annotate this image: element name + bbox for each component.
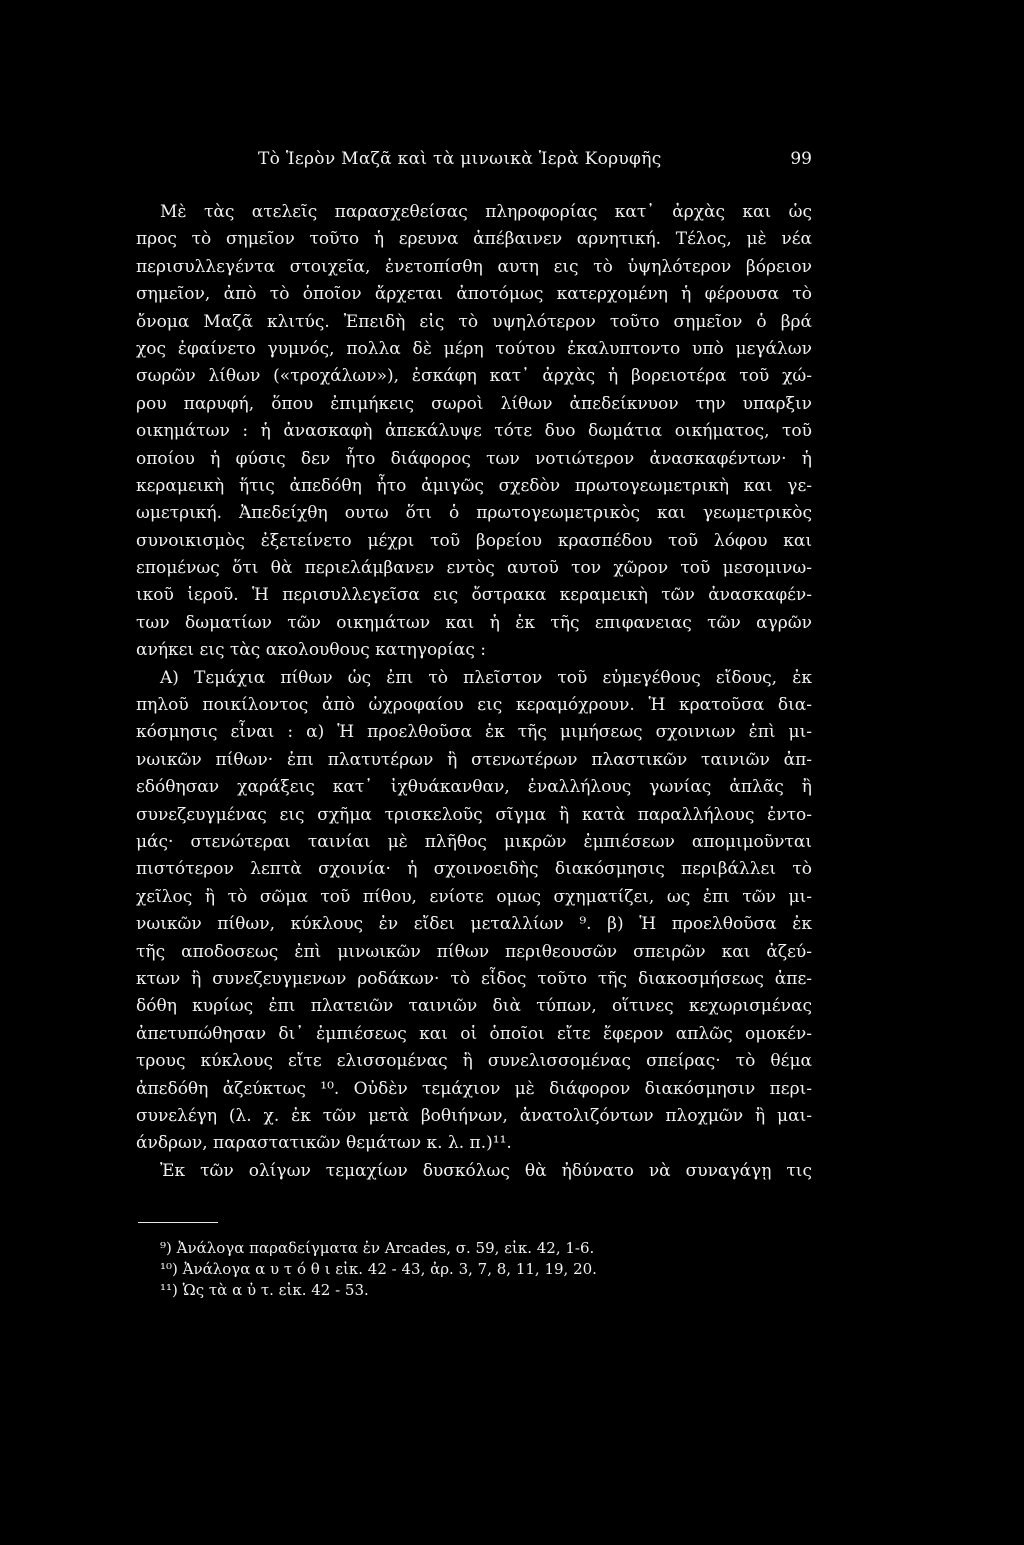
text-line: ωμετρική. Ἀπεδείχθη ουτω ὅτι ὁ πρωτογεωμετρικὸς και γεωμετρικὸς [136, 503, 812, 524]
footnote: ¹⁰) Ἀνάλογα α υ τ ό θ ι εἰκ. 42 - 43, ἀρ. 3, 7, 8, 11, 19, 20. [160, 1260, 597, 1278]
text-line: Ἐκ τῶν ολίγων τεμαχίων δυσκόλως θὰ ἠδύνατο νὰ συναγάγῃ τις [160, 1160, 812, 1181]
text-line: κόσμησις εἶναι : α) Ἡ προελθοῦσα ἐκ τῆς μιμήσεως σχοινιων ἐπὶ μι- [136, 722, 812, 743]
text-line: χος ἐφαίνετο γυμνός, πολλα δὲ μέρη τούτου ἐκαλυπτοντο υπὸ μεγάλων [136, 338, 812, 359]
text-line: οποίου ἡ φύσις δεν ἦτο διάφορος των νοτιώτερον ἀνασκαφέντων· ἡ [136, 448, 812, 469]
text-line: οικημάτων : ἡ ἀνασκαφὴ ἀπεκάλυψε τότε δυο δωμάτια οικήματος, τοῦ [136, 421, 812, 442]
footnotes [160, 1238, 720, 1301]
text-line: πηλοῦ ποικίλοντος ἀπὸ ὠχροφαίου εις κεραμόχρουν. Ἡ κρατοῦσα δια- [136, 695, 812, 716]
text-line: σημεῖον, ἀπὸ τὸ ὁποῖον ἄρχεται ἀποτόμως κατερχομένη ἡ φέρουσα τὸ [136, 284, 812, 305]
text-line: εδόθησαν χαράξεις κατ᾽ ἰχθυάκανθαν, ἐναλλήλους γωνίας ἁπλᾶς ἢ [136, 777, 812, 798]
text-line: ὄνομα Μαζᾶ κλιτύς. Ἐπειδὴ εἰς τὸ υψηλότερον τοῦτο σημεῖον ὁ βρά [136, 311, 812, 332]
text-line: περισυλλεγέντα στοιχεῖα, ἐνετοπίσθη αυτη εις τὸ ὑψηλότερον βόρειον [136, 256, 812, 277]
text-line: ἀπετυπώθησαν δι᾽ ἐμπιέσεως και οἱ ὁποῖοι εἴτε ἔφερον απλῶς ομοκέν- [136, 1023, 812, 1044]
text-line: νωικῶν πίθων· ἐπι πλατυτέρων ἢ στενωτέρων πλαστικῶν ταινιῶν ἀπ- [136, 749, 812, 770]
text-line: συνεζευγμένας εις σχῆμα τρισκελοῦς σῖγμα ἢ κατὰ παραλλήλους ἐντο- [136, 804, 812, 825]
text-line: Α) Τεμάχια πίθων ὡς ἐπι τὸ πλεῖστον τοῦ εὐμεγέθους εἴδους, ἐκ [160, 667, 812, 688]
text-line: κτων ἢ συνεζευγμενων ροδάκων· τὸ εἶδος τοῦτο τῆς διακοσμήσεως ἀπε- [136, 968, 812, 989]
text-line: προς τὸ σημεῖον τοῦτο ἡ ερευνα ἀπέβαινεν αρνητική. Τέλος, μὲ νέα [136, 229, 812, 250]
text-line: δόθη κυρίως ἐπι πλατειῶν ταινιῶν διὰ τύπων, οἵτινες κεχωρισμένας [136, 996, 812, 1017]
text-line: τρους κύκλους εἴτε ελισσομένας ἢ συνελισσομένας σπείρας· τὸ θέμα [136, 1051, 812, 1072]
text-line: συνοικισμὸς ἐξετείνετο μέχρι τοῦ βορείου κρασπέδου τοῦ λόφου και [136, 530, 812, 551]
text-line: ικοῦ ἱεροῦ. Ἡ περισυλλεγεῖσα εις ὄστρακα κεραμεικὴ τῶν ἀνασκαφέν- [136, 585, 812, 606]
text-line: ἀπεδόθη ἀζεύκτως ¹⁰. Οὐδὲν τεμάχιον μὲ διάφορον διακόσμησιν περι- [136, 1078, 812, 1099]
text-line: άνδρων, παραστατικῶν θεμάτων κ. λ. π.)¹¹. [136, 1133, 512, 1154]
text-line: συνελέγη (λ. χ. ἐκ τῶν μετὰ βοθιήνων, ἀνατολιζόντων πλοχμῶν ἢ μαι- [136, 1105, 812, 1126]
body-text [136, 199, 812, 1185]
text-line: μάς· στενώτεραι ταινίαι μὲ πλῆθος μικρῶν ἐμπιέσεων απομιμοῦνται [136, 831, 812, 852]
text-line: κεραμεικὴ ἥτις ἀπεδόθη ἦτο ἀμιγῶς σχεδὸν πρωτογεωμετρικὴ και γε- [136, 475, 812, 496]
footnote: ¹¹) Ὡς τὰ α ὐ τ. εἰκ. 42 - 53. [160, 1281, 369, 1299]
text-line: ανήκει εις τὰς ακολουθους κατηγορίας : [136, 640, 487, 661]
text-line: τῆς αποδοσεως ἐπὶ μινωικῶν πίθων περιθεουσῶν σπειρῶν και ἀζεύ- [136, 941, 812, 962]
footnote-separator [138, 1222, 218, 1223]
text-line: επομένως ὅτι θὰ περιελάμβανεν εντὸς αυτοῦ τον χῶρον τοῦ μεσομινω- [136, 558, 812, 579]
running-head [236, 146, 812, 172]
footnote: ⁹) Ἀνάλογα παραδείγματα ἐν Arcades, σ. 59, εἰκ. 42, 1-6. [160, 1239, 595, 1257]
text-line: σωρῶν λίθων («τροχάλων»), ἐσκάφη κατ᾽ ἀρχὰς ἡ βορειοτέρα τοῦ χώ- [136, 366, 812, 387]
text-line: των δωματίων τῶν οικημάτων και ἡ ἐκ τῆς επιφανειας τῶν αγρῶν [136, 612, 812, 633]
text-line: ρου παρυφή, ὅπου ἐπιμήκεις σωροὶ λίθων ἀπεδείκνυον την υπαρξιν [136, 393, 812, 414]
page-number: 99 [790, 149, 812, 169]
text-line: πιστότερον λεπτὰ σχοινία· ἡ σχοινοειδὴς διακόσμησις περιβάλλει τὸ [136, 859, 812, 880]
text-line: Μὲ τὰς ατελεῖς παρασχεθείσας πληροφορίας κατ᾽ ἀρχὰς και ὡς [160, 202, 812, 222]
text-line: νωικῶν πίθων, κύκλους ἐν εἴδει μεταλλίων ⁹. β) Ἡ προελθοῦσα ἐκ [136, 914, 812, 935]
text-line: χεῖλος ἢ τὸ σῶμα τοῦ πίθου, ενίοτε ομως σχηματίζει, ως ἐπι τῶν μι- [136, 886, 812, 907]
running-title: Τὸ Ἱερὸν Μαζᾶ καὶ τὰ μινωικὰ Ἱερὰ Κορυφῆς [258, 149, 662, 169]
